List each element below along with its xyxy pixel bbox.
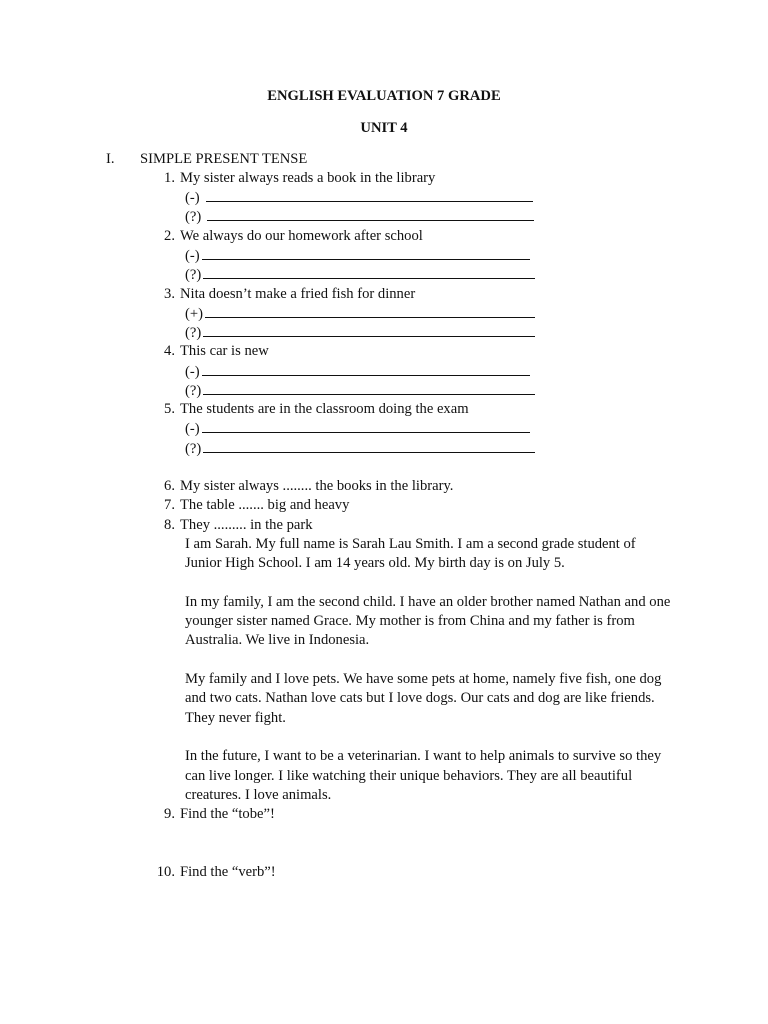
question-text: This car is new	[180, 343, 269, 359]
answer-marker: (-)	[185, 190, 200, 206]
answer-marker: (-)	[185, 364, 200, 380]
passage-paragraph-4: In the future, I want to be a veterinarian. I want to help animals to survive so they can live longer. I like watching their unique behaviors. They are all beautiful creatures. I love animals.	[185, 748, 662, 803]
question-number: 5.	[164, 401, 175, 417]
answer-blank[interactable]	[207, 207, 534, 221]
answer-line-2-negative[interactable]	[185, 246, 530, 264]
answer-marker: (?)	[185, 441, 202, 457]
answer-blank[interactable]	[203, 265, 535, 279]
question-number: 7.	[164, 497, 175, 513]
question-8	[140, 516, 560, 534]
question-4	[140, 342, 560, 360]
question-3	[140, 285, 560, 303]
answer-line-1-negative[interactable]	[185, 188, 533, 206]
answer-marker: (?)	[185, 267, 202, 283]
answer-line-4-negative[interactable]	[185, 362, 530, 380]
passage-paragraph-1: I am Sarah. My full name is Sarah Lau Smith. I am a second grade student of Junior High School. I am 14 years old. My birth day is on July 5.	[185, 536, 636, 572]
answer-blank[interactable]	[202, 246, 530, 260]
passage-paragraph-3: My family and I love pets. We have some pets at home, namely five fish, one dog and two cats. Nathan love cats but I love dogs. Our cats and dog are like friends. They never fight.	[185, 671, 662, 726]
answer-blank[interactable]	[202, 362, 530, 376]
answer-marker: (?)	[185, 209, 202, 225]
question-6	[140, 477, 560, 495]
reading-passage	[185, 535, 675, 805]
question-1	[140, 169, 560, 187]
answer-line-5-question[interactable]	[185, 439, 535, 457]
answer-line-3-positive[interactable]	[185, 304, 535, 322]
question-text: My sister always reads a book in the library	[180, 170, 436, 186]
question-text: The table ....... big and heavy	[180, 497, 350, 513]
question-9	[140, 805, 560, 823]
section-number: I.	[106, 151, 115, 167]
question-text: Nita doesn’t make a fried fish for dinner	[180, 286, 416, 302]
answer-marker: (+)	[185, 306, 203, 322]
question-text: My sister always ........ the books in the library.	[180, 478, 454, 494]
question-number: 3.	[164, 286, 175, 302]
question-text: They ......... in the park	[180, 517, 313, 533]
answer-line-5-negative[interactable]	[185, 419, 530, 437]
answer-blank[interactable]	[203, 439, 535, 453]
answer-marker: (?)	[185, 325, 202, 341]
question-number: 1.	[164, 170, 175, 186]
answer-line-4-question[interactable]	[185, 381, 535, 399]
answer-blank[interactable]	[205, 304, 535, 318]
unit-title: UNIT 4	[360, 120, 408, 136]
question-number: 4.	[164, 343, 175, 359]
answer-line-2-question[interactable]	[185, 265, 535, 283]
question-number: 8.	[164, 517, 175, 533]
question-text: We always do our homework after school	[180, 228, 423, 244]
question-number: 9.	[164, 806, 175, 822]
answer-marker: (-)	[185, 421, 200, 437]
question-number: 2.	[164, 228, 175, 244]
answer-blank[interactable]	[203, 381, 535, 395]
answer-blank[interactable]	[202, 419, 530, 433]
answer-line-1-question[interactable]	[185, 207, 534, 225]
question-text: The students are in the classroom doing the exam	[180, 401, 469, 417]
answer-blank[interactable]	[206, 188, 533, 202]
answer-blank[interactable]	[203, 323, 535, 337]
question-number: 6.	[164, 478, 175, 494]
passage-paragraph-2: In my family, I am the second child. I have an older brother named Nathan and one younger sister named Grace. My mother is from China and my father is from Australia. We live in Indonesia.	[185, 593, 671, 649]
question-2	[140, 227, 560, 245]
question-5	[140, 400, 560, 418]
question-text: Find the “tobe”!	[180, 806, 275, 822]
answer-marker: (-)	[185, 248, 200, 264]
question-10	[140, 863, 560, 881]
section-title: SIMPLE PRESENT TENSE	[140, 151, 308, 167]
page-title: ENGLISH EVALUATION 7 GRADE	[267, 88, 501, 104]
answer-line-3-question[interactable]	[185, 323, 535, 341]
answer-marker: (?)	[185, 383, 202, 399]
question-number: 10.	[156, 864, 175, 880]
question-7	[140, 496, 560, 514]
question-text: Find the “verb”!	[180, 864, 276, 880]
